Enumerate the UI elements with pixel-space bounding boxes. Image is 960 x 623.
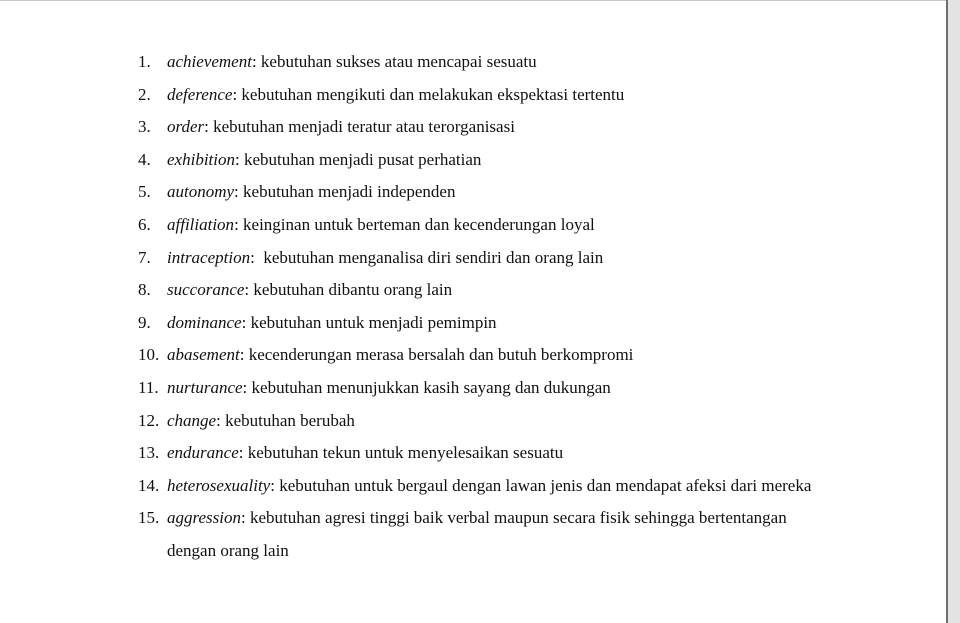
item-definition: : kebutuhan sukses atau mencapai sesuatu <box>251 52 537 71</box>
item-definition: : kebutuhan menunjukkan kasih sayang dan dukungan <box>242 377 611 397</box>
item-number: 10. <box>138 345 160 365</box>
item-definition: : kebutuhan agresi tinggi baik verbal maupun secara fisik sehingga bertentangan dengan orang lain <box>167 508 787 560</box>
item-definition: : keinginan untuk berteman dan kecenderungan loyal <box>234 214 595 234</box>
list-item <box>138 502 838 567</box>
item-term: succorance <box>167 280 245 300</box>
item-number: 8. <box>138 280 151 300</box>
item-number: 2. <box>138 84 151 104</box>
item-term: change <box>167 410 217 430</box>
item-number: 4. <box>138 149 151 169</box>
item-definition: : kecenderungan merasa bersalah dan butuh berkompromi <box>239 345 634 365</box>
list-item <box>138 307 838 340</box>
item-definition: : kebutuhan untuk bergaul dengan lawan jenis dan mendapat afeksi dari mereka <box>270 475 812 495</box>
item-term: abasement <box>167 345 240 365</box>
list-item <box>138 111 838 144</box>
list-item <box>138 274 838 307</box>
list-item <box>138 372 838 405</box>
item-term: endurance <box>167 443 239 463</box>
list-item <box>138 339 838 372</box>
item-term: aggression <box>167 508 241 528</box>
item-definition: : kebutuhan untuk menjadi pemimpin <box>241 312 497 332</box>
item-number: 3. <box>138 117 151 137</box>
item-number: 5. <box>138 182 151 202</box>
item-definition: : kebutuhan menganalisa diri sendiri dan orang lain <box>250 247 604 267</box>
item-definition: : kebutuhan berubah <box>216 410 355 430</box>
list-item <box>138 79 838 112</box>
item-term: deference <box>167 84 233 104</box>
item-definition: : kebutuhan tekun untuk menyelesaikan sesuatu <box>238 443 564 463</box>
item-number: 11. <box>138 377 159 397</box>
item-definition: : kebutuhan menjadi pusat perhatian <box>234 149 482 169</box>
item-number: 14. <box>138 475 160 495</box>
item-number: 12. <box>138 410 160 430</box>
item-number: 7. <box>138 247 151 267</box>
item-term: intraception <box>167 247 251 267</box>
list-item <box>138 437 838 470</box>
item-term: heterosexuality <box>167 475 271 495</box>
item-term: autonomy <box>167 182 235 202</box>
item-term: nurturance <box>167 377 243 397</box>
list-item <box>138 405 838 438</box>
item-term: affiliation <box>167 214 235 234</box>
item-number: 6. <box>138 214 151 234</box>
document-background <box>948 0 960 623</box>
item-definition: : kebutuhan menjadi independen <box>234 182 456 202</box>
item-number: 15. <box>138 508 160 528</box>
item-number: 13. <box>138 443 160 463</box>
list-item <box>138 470 838 503</box>
item-definition: : kebutuhan mengikuti dan melakukan ekspektasi tertentu <box>232 84 625 104</box>
list-item <box>138 209 838 242</box>
needs-list <box>138 46 838 568</box>
item-term: dominance <box>167 312 242 332</box>
item-term: exhibition <box>167 149 235 169</box>
item-term: order <box>167 117 205 137</box>
item-term: achievement <box>167 52 252 71</box>
item-number: 9. <box>138 312 151 332</box>
item-definition: : kebutuhan dibantu orang lain <box>244 280 453 300</box>
list-item <box>138 144 838 177</box>
item-definition: : kebutuhan menjadi teratur atau terorganisasi <box>204 117 515 137</box>
list-item <box>138 242 838 275</box>
item-number: 1. <box>138 52 151 71</box>
list-item <box>138 176 838 209</box>
list-item <box>138 46 838 79</box>
